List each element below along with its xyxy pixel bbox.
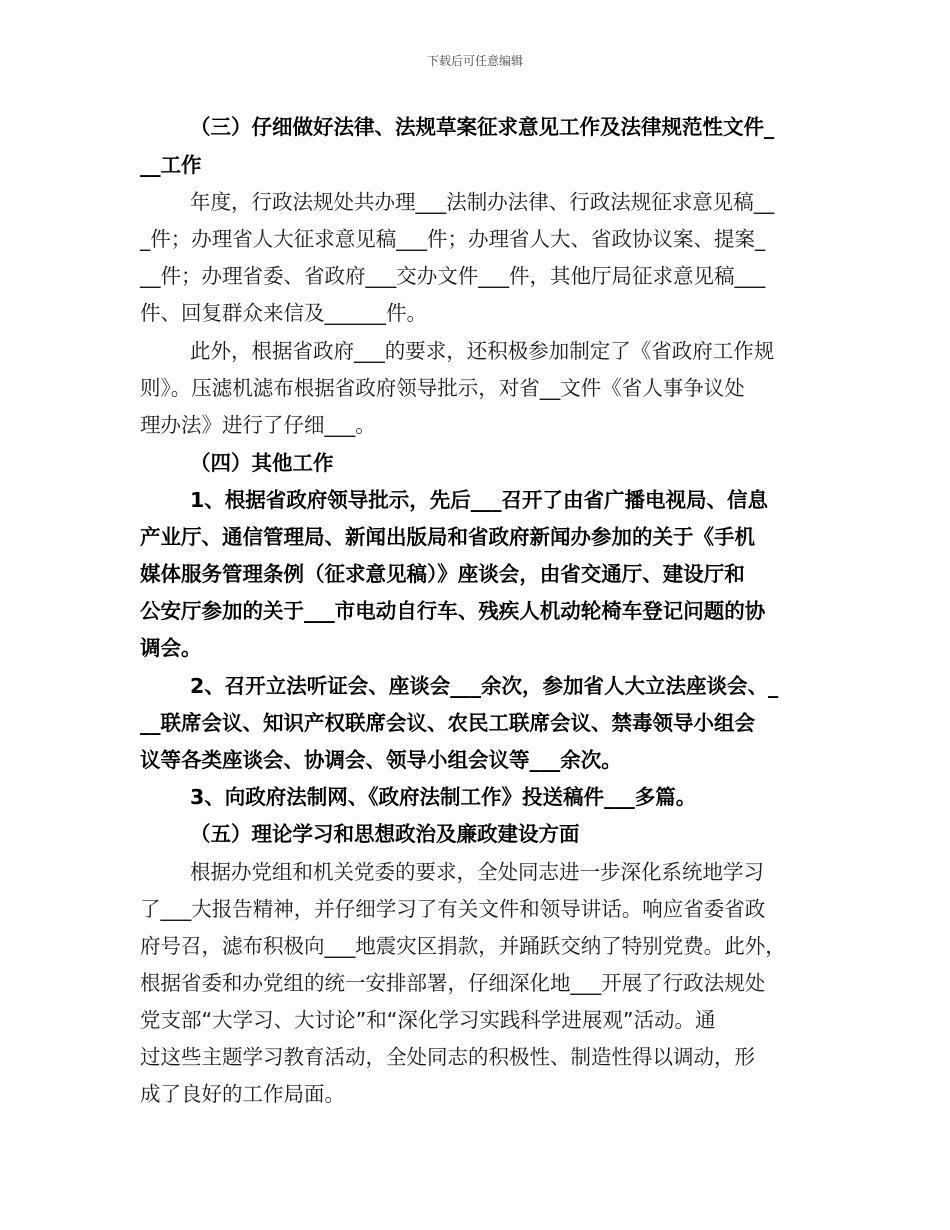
header-note: 下载后可任意编辑	[426, 54, 523, 68]
section3-para1-line4: 件、回复群众来信及______件。	[140, 301, 427, 325]
section3-para1-line1: 年度，行政法规处共办理___法制办法律、行政法规征求意见稿__	[190, 190, 775, 214]
section3-para2-line2: 则》。压滤机滤布根据省政府领导批示，对省__文件《省人事争议处	[140, 376, 745, 400]
section5-para-line1: 根据办党组和机关党委的要求，全处同志进一步深化系统地学习	[190, 860, 764, 884]
section3-para2-line3: 理办法》进行了仔细___。	[140, 413, 376, 437]
section5-para-line2: 了___大报告精神，并仔细学习了有关文件和领导讲话。响应省委省政	[140, 897, 766, 921]
section5-para-line3: 府号召，滤布积极向___地震灾区捐款，并踊跃交纳了特别党费。此外，	[140, 934, 786, 958]
section4-item1-line4: 公安厅参加的关于___市电动自行车、残疾人机动轮椅车登记问题的协	[140, 599, 766, 623]
section3-heading-line1: （三）仔细做好法律、法规草案征求意见工作及法律规范性文件_	[190, 115, 775, 139]
section4-item2-line2: __联席会议、知识产权联席会议、农民工联席会议、禁毒领导小组会	[140, 711, 755, 735]
section4-item1-line3: 媒体服务管理条例（征求意见稿）》座谈会，由省交通厅、建设厅和	[140, 562, 745, 586]
section3-para1-line2: _件；办理省人大征求意见稿___件；办理省人大、省政协议案、提案_	[140, 227, 766, 251]
section4-item1-line5: 调会。	[140, 636, 202, 660]
section5-heading: （五）理论学习和思想政治及廉政建设方面	[190, 822, 580, 846]
section5-para-line4: 根据省委和办党组的统一安排部署，仔细深化地___开展了行政法规处	[140, 971, 766, 995]
section5-para-line7: 成了良好的工作局面。	[140, 1082, 345, 1106]
section4-item1-line1: 1、根据省政府领导批示，先后___召开了由省广播电视局、信息	[190, 488, 769, 512]
section4-item2-line3: 议等各类座谈会、协调会、领导小组会议等___余次。	[140, 748, 622, 772]
section3-para1-line3: __件；办理省委、省政府___交办文件___件，其他厅局征求意见稿___	[140, 264, 766, 288]
section5-para-line6: 过这些主题学习教育活动，全处同志的积极性、制造性得以调动，形	[140, 1045, 755, 1069]
section4-item3-line1: 3、向政府法制网、《政府法制工作》投送稿件___多篇。	[190, 785, 697, 809]
section4-item2-line1: 2、召开立法听证会、座谈会___余次，参加省人大立法座谈会、_	[190, 674, 779, 698]
section3-heading-line2: __工作	[140, 153, 202, 177]
section3-para2-line1: 此外，根据省政府___的要求，还积极参加制定了《省政府工作规	[190, 339, 775, 363]
section5-para-line5: 党支部“大学习、大讨论”和“深化学习实践科学进展观”活动。通	[140, 1008, 716, 1032]
section4-item1-line2: 产业厅、通信管理局、新闻出版局和省政府新闻办参加的关于《手机	[140, 525, 755, 549]
section4-heading: （四）其他工作	[190, 451, 334, 475]
